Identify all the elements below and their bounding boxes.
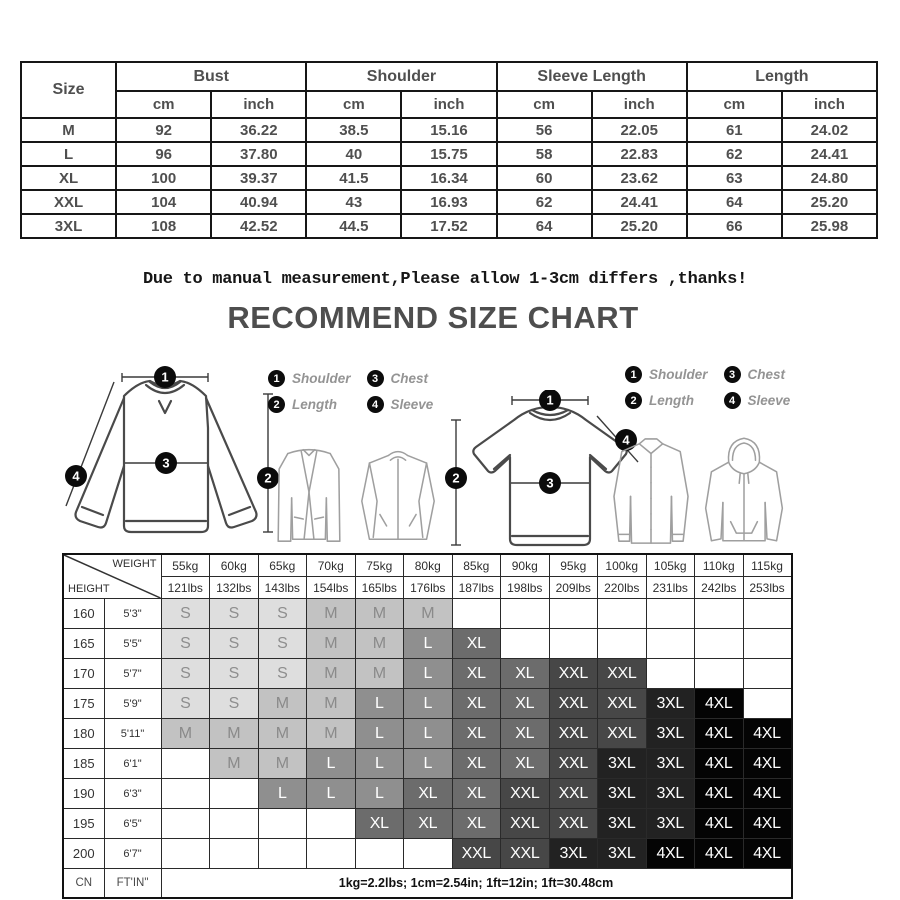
recommended-size-cell: L [307, 779, 356, 809]
recommended-size-cell: M [307, 659, 356, 689]
legend-number-badge: 4 [724, 392, 741, 409]
legend-label: Length [649, 393, 694, 408]
empty-size-cell [161, 809, 210, 839]
garment-diagram-section [0, 358, 900, 553]
empty-size-cell [258, 809, 307, 839]
weight-kg-header: 110kg [695, 554, 744, 577]
measurement-value-cell: 17.52 [401, 214, 496, 238]
measurement-value-cell: 39.37 [211, 166, 306, 190]
recommended-size-cell: L [355, 689, 404, 719]
recommended-size-cell: M [307, 599, 356, 629]
recommended-size-cell: S [161, 689, 210, 719]
measurement-legend [625, 366, 790, 409]
recommended-size-cell: 4XL [695, 839, 744, 869]
recommended-size-cell: M [307, 629, 356, 659]
recommended-size-cell: XXL [549, 809, 598, 839]
weight-kg-header: 80kg [404, 554, 453, 577]
height-row [63, 689, 792, 719]
measurement-value-cell: 16.93 [401, 190, 496, 214]
recommended-size-cell: M [210, 719, 259, 749]
recommended-size-cell: L [404, 629, 453, 659]
recommended-size-cell: L [404, 689, 453, 719]
weight-kg-header: 70kg [307, 554, 356, 577]
recommended-size-cell: 3XL [598, 749, 647, 779]
weight-kg-header: 95kg [549, 554, 598, 577]
recommended-size-cell: XL [501, 749, 550, 779]
empty-size-cell [743, 599, 792, 629]
shoulder-header: Shoulder [306, 62, 496, 91]
measurement-value-cell: 100 [116, 166, 211, 190]
recommended-size-cell: M [404, 599, 453, 629]
measurement-row [21, 166, 877, 190]
empty-size-cell [598, 629, 647, 659]
legend-item [625, 392, 708, 409]
recommended-size-cell: XXL [549, 689, 598, 719]
weight-lbs-header: 154lbs [307, 577, 356, 599]
legend-number-badge: 1 [625, 366, 642, 383]
recommended-size-cell: 3XL [646, 809, 695, 839]
recommended-size-cell: 3XL [646, 719, 695, 749]
legend-item [367, 370, 434, 387]
conversion-row [63, 869, 792, 899]
size-matrix-section [62, 553, 793, 899]
measurement-value-cell: 16.34 [401, 166, 496, 190]
measurement-value-cell: 64 [687, 190, 782, 214]
recommended-size-cell: L [355, 749, 404, 779]
measurement-value-cell: 56 [497, 118, 592, 142]
measurement-value-cell: 64 [497, 214, 592, 238]
empty-size-cell [307, 839, 356, 869]
weight-lbs-header: 121lbs [161, 577, 210, 599]
unit-header: inch [592, 91, 687, 118]
recommended-size-cell: S [210, 629, 259, 659]
recommended-size-cell: 4XL [743, 749, 792, 779]
height-ftin-cell: 5'5" [104, 629, 161, 659]
legend-number-badge: 3 [367, 370, 384, 387]
height-ftin-cell: 6'3" [104, 779, 161, 809]
height-cm-cell: 170 [63, 659, 104, 689]
recommended-size-cell: 3XL [646, 779, 695, 809]
measurement-value-cell: 24.02 [782, 118, 877, 142]
measurement-row [21, 214, 877, 238]
height-row [63, 809, 792, 839]
empty-size-cell [501, 629, 550, 659]
recommended-size-cell: S [258, 599, 307, 629]
recommended-size-cell: S [161, 599, 210, 629]
measurement-row [21, 118, 877, 142]
recommended-size-cell: XL [404, 779, 453, 809]
recommended-size-cell: XL [501, 719, 550, 749]
recommended-size-cell: L [404, 719, 453, 749]
recommended-size-cell: S [210, 659, 259, 689]
legend-label: Shoulder [649, 367, 708, 382]
recommended-size-cell: S [258, 629, 307, 659]
recommended-size-cell: XXL [549, 779, 598, 809]
legend-number-badge: 1 [268, 370, 285, 387]
recommended-size-cell: L [355, 719, 404, 749]
unit-header: cm [306, 91, 401, 118]
legend-number-badge: 2 [268, 396, 285, 413]
height-cm-cell: 195 [63, 809, 104, 839]
legend-number-badge: 4 [367, 396, 384, 413]
weight-kg-header: 55kg [161, 554, 210, 577]
empty-size-cell [355, 839, 404, 869]
weight-kg-header: 90kg [501, 554, 550, 577]
recommended-size-cell: S [258, 659, 307, 689]
weight-lbs-header: 187lbs [452, 577, 501, 599]
empty-size-cell [549, 599, 598, 629]
recommended-size-cell: 4XL [646, 839, 695, 869]
measurement-value-cell: 58 [497, 142, 592, 166]
size-label-cell: 3XL [21, 214, 116, 238]
recommended-size-cell: 4XL [695, 689, 744, 719]
long-sleeve-diagram-group [58, 358, 460, 553]
weight-lbs-header: 165lbs [355, 577, 404, 599]
recommended-size-cell: XXL [501, 839, 550, 869]
measurement-value-cell: 25.20 [592, 214, 687, 238]
shirt-icon [605, 436, 697, 548]
weight-kg-header: 75kg [355, 554, 404, 577]
recommended-size-cell: 4XL [695, 779, 744, 809]
measurement-value-cell: 40 [306, 142, 401, 166]
measurement-value-cell: 22.05 [592, 118, 687, 142]
height-ftin-cell: 5'3" [104, 599, 161, 629]
legend-number-badge: 2 [625, 392, 642, 409]
size-label-cell: M [21, 118, 116, 142]
height-row [63, 629, 792, 659]
measurement-value-cell: 62 [687, 142, 782, 166]
recommended-size-cell: XL [501, 659, 550, 689]
empty-size-cell [598, 599, 647, 629]
measurement-value-cell: 61 [687, 118, 782, 142]
measurement-value-cell: 66 [687, 214, 782, 238]
unit-header: cm [687, 91, 782, 118]
empty-size-cell [695, 659, 744, 689]
measurement-value-cell: 41.5 [306, 166, 401, 190]
weight-lbs-header: 198lbs [501, 577, 550, 599]
recommended-size-cell: M [307, 719, 356, 749]
measurement-row [21, 190, 877, 214]
legend-label: Chest [390, 371, 429, 386]
recommended-size-cell: M [161, 719, 210, 749]
measurement-value-cell: 40.94 [211, 190, 306, 214]
recommended-size-cell: XXL [598, 659, 647, 689]
recommended-size-cell: 4XL [695, 809, 744, 839]
measurement-value-cell: 24.80 [782, 166, 877, 190]
weight-lbs-header: 253lbs [743, 577, 792, 599]
sleeve-badge [65, 465, 87, 487]
height-ftin-cell: 5'9" [104, 689, 161, 719]
empty-size-cell [743, 659, 792, 689]
empty-size-cell [210, 779, 259, 809]
empty-size-cell [404, 839, 453, 869]
measurement-value-cell: 108 [116, 214, 211, 238]
weight-kg-header: 65kg [258, 554, 307, 577]
height-cm-cell: 160 [63, 599, 104, 629]
weight-lbs-header: 143lbs [258, 577, 307, 599]
empty-size-cell [161, 779, 210, 809]
measurement-value-cell: 96 [116, 142, 211, 166]
weight-lbs-header: 176lbs [404, 577, 453, 599]
measurement-table-section [20, 61, 878, 239]
empty-size-cell [743, 689, 792, 719]
weight-kg-header: 115kg [743, 554, 792, 577]
measurement-value-cell: 104 [116, 190, 211, 214]
empty-size-cell [210, 839, 259, 869]
unit-header: cm [116, 91, 211, 118]
legend-item [268, 396, 351, 413]
weight-kg-header: 100kg [598, 554, 647, 577]
recommended-size-cell: M [355, 599, 404, 629]
recommended-size-cell: XL [452, 689, 501, 719]
svg-text:2: 2 [452, 470, 460, 486]
empty-size-cell [646, 599, 695, 629]
weight-height-corner-cell [63, 554, 161, 599]
recommend-size-chart-title: RECOMMEND SIZE CHART [227, 300, 639, 335]
bust-header: Bust [116, 62, 306, 91]
measurement-value-cell: 15.16 [401, 118, 496, 142]
weight-lbs-header: 209lbs [549, 577, 598, 599]
size-column-header: Size [21, 62, 116, 118]
recommended-size-cell: 4XL [743, 719, 792, 749]
chest-badge [539, 472, 561, 494]
measurement-value-cell: 25.20 [782, 190, 877, 214]
recommended-size-cell: 4XL [743, 809, 792, 839]
recommended-size-cell: M [258, 719, 307, 749]
recommended-size-cell: S [161, 629, 210, 659]
recommended-size-cell: M [210, 749, 259, 779]
legend-label: Shoulder [292, 371, 351, 386]
chest-badge [155, 452, 177, 474]
recommended-size-cell: 3XL [646, 689, 695, 719]
size-label-cell: XL [21, 166, 116, 190]
unit-header: inch [782, 91, 877, 118]
legend-item [367, 396, 434, 413]
svg-text:4: 4 [72, 468, 80, 484]
recommended-size-cell: XL [452, 749, 501, 779]
height-row [63, 749, 792, 779]
weight-kg-header: 60kg [210, 554, 259, 577]
empty-size-cell [210, 809, 259, 839]
recommended-size-cell: 4XL [743, 779, 792, 809]
legend-item [724, 366, 791, 383]
height-row [63, 719, 792, 749]
measurement-value-cell: 63 [687, 166, 782, 190]
height-ftin-cell: 5'11" [104, 719, 161, 749]
measurement-note: Due to manual measurement,Please allow 1-3cm differs ,thanks! [142, 270, 747, 289]
recommended-size-cell: L [404, 749, 453, 779]
recommended-size-cell: 3XL [598, 809, 647, 839]
svg-text:2: 2 [264, 470, 272, 486]
height-ftin-cell: 6'5" [104, 809, 161, 839]
measurement-value-cell: 62 [497, 190, 592, 214]
sleeve-length-header: Sleeve Length [497, 62, 687, 91]
measurement-value-cell: 43 [306, 190, 401, 214]
legend-label: Sleeve [390, 397, 434, 412]
weight-label: WEIGHT [112, 558, 157, 570]
recommended-size-cell: M [258, 749, 307, 779]
measurement-value-cell: 25.98 [782, 214, 877, 238]
recommended-size-cell: XL [452, 719, 501, 749]
empty-size-cell [549, 629, 598, 659]
sweatshirt-diagram-icon [58, 366, 280, 548]
blazer-icon [265, 442, 353, 546]
measurement-value-cell: 22.83 [592, 142, 687, 166]
measurement-value-cell: 37.80 [211, 142, 306, 166]
recommended-size-cell: XXL [452, 839, 501, 869]
height-cm-cell: 200 [63, 839, 104, 869]
recommended-size-cell: M [258, 689, 307, 719]
empty-size-cell [161, 749, 210, 779]
cn-footer-label: CN [63, 869, 104, 899]
recommended-size-cell: S [210, 599, 259, 629]
ftin-footer-label: FT'IN" [104, 869, 161, 899]
weight-lbs-header: 242lbs [695, 577, 744, 599]
height-ftin-cell: 6'7" [104, 839, 161, 869]
height-row [63, 599, 792, 629]
recommended-size-cell: L [307, 749, 356, 779]
recommended-size-cell: M [307, 689, 356, 719]
measurement-value-cell: 44.5 [306, 214, 401, 238]
recommended-size-cell: M [355, 659, 404, 689]
empty-size-cell [695, 599, 744, 629]
height-cm-cell: 175 [63, 689, 104, 719]
recommended-size-cell: L [404, 659, 453, 689]
size-label-cell: L [21, 142, 116, 166]
measurement-value-cell: 36.22 [211, 118, 306, 142]
length-header: Length [687, 62, 877, 91]
weight-lbs-header: 220lbs [598, 577, 647, 599]
recommended-size-cell: L [355, 779, 404, 809]
height-cm-cell: 180 [63, 719, 104, 749]
measurement-value-cell: 23.62 [592, 166, 687, 190]
legend-label: Length [292, 397, 337, 412]
recommended-size-cell: XL [452, 809, 501, 839]
recommended-size-cell: XXL [501, 809, 550, 839]
recommended-size-cell: 3XL [598, 779, 647, 809]
measurement-value-cell: 15.75 [401, 142, 496, 166]
svg-text:1: 1 [546, 392, 554, 408]
recommended-size-cell: M [355, 629, 404, 659]
recommended-size-cell: XL [501, 689, 550, 719]
height-row [63, 839, 792, 869]
empty-size-cell [646, 659, 695, 689]
shoulder-badge [154, 366, 176, 388]
recommended-size-cell: 4XL [695, 719, 744, 749]
recommended-size-cell: XXL [598, 719, 647, 749]
recommended-size-cell: S [210, 689, 259, 719]
legend-number-badge: 3 [724, 366, 741, 383]
recommended-size-cell: S [161, 659, 210, 689]
recommended-size-cell: XXL [549, 719, 598, 749]
measurement-row [21, 142, 877, 166]
recommended-size-cell: 4XL [695, 749, 744, 779]
tshirt-diagram-group [440, 358, 800, 553]
svg-text:1: 1 [161, 369, 169, 385]
height-cm-cell: 185 [63, 749, 104, 779]
height-label: HEIGHT [68, 583, 110, 595]
empty-size-cell [743, 629, 792, 659]
weight-kg-header: 105kg [646, 554, 695, 577]
measurement-value-cell: 24.41 [592, 190, 687, 214]
size-measurement-table [20, 61, 878, 239]
recommended-size-cell: XXL [549, 659, 598, 689]
height-ftin-cell: 6'1" [104, 749, 161, 779]
recommended-size-cell: XXL [549, 749, 598, 779]
recommended-size-cell: 4XL [743, 839, 792, 869]
weight-lbs-header: 132lbs [210, 577, 259, 599]
length-badge [445, 467, 467, 489]
height-row [63, 659, 792, 689]
recommended-size-cell: XL [452, 629, 501, 659]
hoodie-icon [698, 432, 790, 548]
unit-header: inch [211, 91, 306, 118]
recommended-size-cell: 3XL [549, 839, 598, 869]
legend-item [724, 392, 791, 409]
legend-label: Chest [747, 367, 786, 382]
height-cm-cell: 165 [63, 629, 104, 659]
empty-size-cell [161, 839, 210, 869]
recommended-size-cell: XXL [501, 779, 550, 809]
recommended-size-cell: XL [404, 809, 453, 839]
legend-item [625, 366, 708, 383]
empty-size-cell [695, 629, 744, 659]
svg-text:3: 3 [162, 455, 170, 471]
recommended-size-cell: XL [452, 779, 501, 809]
empty-size-cell [452, 599, 501, 629]
legend-label: Sleeve [747, 393, 791, 408]
unit-header: cm [497, 91, 592, 118]
recommended-size-cell: 3XL [646, 749, 695, 779]
recommended-size-cell: XL [452, 659, 501, 689]
recommend-size-matrix [62, 553, 793, 899]
recommended-size-cell: L [258, 779, 307, 809]
shoulder-badge [539, 390, 561, 411]
empty-size-cell [501, 599, 550, 629]
svg-text:4: 4 [622, 432, 630, 448]
unit-header: inch [401, 91, 496, 118]
measurement-value-cell: 60 [497, 166, 592, 190]
measurement-value-cell: 92 [116, 118, 211, 142]
height-ftin-cell: 5'7" [104, 659, 161, 689]
legend-item [268, 370, 351, 387]
empty-size-cell [646, 629, 695, 659]
measurement-value-cell: 38.5 [306, 118, 401, 142]
weight-kg-header: 85kg [452, 554, 501, 577]
weight-lbs-header: 231lbs [646, 577, 695, 599]
measurement-legend [268, 370, 433, 413]
unit-conversion-text: 1kg=2.2lbs; 1cm=2.54in; 1ft=12in; 1ft=30.48cm [161, 869, 792, 899]
recommended-size-cell: XXL [598, 689, 647, 719]
measurement-value-cell: 24.41 [782, 142, 877, 166]
jacket-icon [348, 444, 448, 544]
empty-size-cell [258, 839, 307, 869]
svg-text:3: 3 [546, 475, 554, 491]
empty-size-cell [307, 809, 356, 839]
recommended-size-cell: 3XL [598, 839, 647, 869]
height-cm-cell: 190 [63, 779, 104, 809]
size-label-cell: XXL [21, 190, 116, 214]
measurement-value-cell: 42.52 [211, 214, 306, 238]
height-row [63, 779, 792, 809]
recommended-size-cell: XL [355, 809, 404, 839]
